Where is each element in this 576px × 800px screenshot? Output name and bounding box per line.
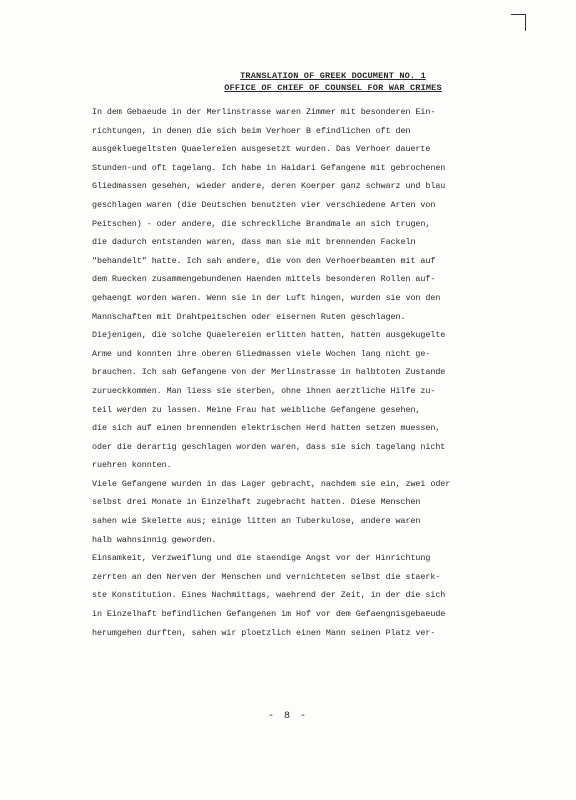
- text-line: ruehren konnten.: [92, 460, 172, 471]
- text-line: geschlagen waren (die Deutschen benutzten vier verschiedene Arten von: [92, 199, 436, 210]
- header-office: OFFICE OF CHIEF OF COUNSEL FOR WAR CRIMES: [224, 83, 442, 93]
- text-line: selbst drei Monate in Einzelhaft zugebracht hatten. Diese Menschen: [92, 497, 421, 508]
- text-line: die dadurch entstanden waren, dass man sie mit brennenden Fackeln: [92, 237, 416, 248]
- text-line: brauchen. Ich sah Gefangene von der Merlinstrasse in halbtoten Zustande: [92, 367, 446, 378]
- body-text: [92, 103, 512, 642]
- text-line: in Einzelhaft befindlichen Gefangenen im Hof vor dem Gefaengnisgebaeude: [92, 609, 446, 620]
- text-line: sahen wie Skelette aus; einige litten an Tuberkulose, andere waren: [92, 516, 421, 527]
- page-number: - 8 -: [267, 711, 308, 722]
- text-line: Arme und konnten ihre oberen Gliedmassen viele Wochen lang nicht ge-: [92, 348, 431, 359]
- text-line: Gliedmassen gesehen, wieder andere, deren Koerper ganz schwarz und blau: [92, 181, 446, 192]
- text-line: zurueckkommen. Man liess sie sterben, ohne ihnen aerztliche Hilfe zu-: [92, 385, 436, 396]
- text-line: Diejenigen, die solche Quaelereien erlitten hatten, hatten ausgekugelte: [92, 330, 446, 341]
- text-line: halb wahnsinnig geworden.: [92, 534, 217, 545]
- text-line: herumgehen durften, sahen wir ploetzlich einen Mann seinen Platz ver-: [92, 627, 436, 638]
- text-line: gehaengt worden waren. Wenn sie in der Luft hingen, wurden sie von den: [92, 292, 441, 303]
- text-line: "behandelt" hatte. Ich sah andere, die von den Verhoerbeamten mit auf: [92, 255, 436, 266]
- text-line: Mannschaften mit Drahtpeitschen oder eisernen Ruten geschlagen.: [92, 311, 406, 322]
- text-line: In dem Gebaeude in der Merlinstrasse waren Zimmer mit besonderen Ein-: [92, 107, 436, 117]
- text-line: richtungen, in denen die sich beim Verhoer B efindlichen oft den: [92, 125, 411, 136]
- text-line: Einsamkeit, Verzweiflung und die staendige Angst vor der Hinrichtung: [92, 553, 431, 564]
- text-line: dem Ruecken zusammengebundenen Haenden mittels besonderen Rollen auf-: [92, 274, 436, 285]
- text-line: Viele Gefangene wurden in das Lager gebracht, nachdem sie ein, zwei oder: [92, 478, 451, 489]
- text-line: ausgekluegeltsten Quaelereien ausgesetzt wurden. Das Verhoer dauerte: [92, 144, 431, 155]
- corner-mark: [511, 14, 526, 31]
- text-line: Stunden-und oft tagelang. Ich habe in Haidari Gefangene mit gebrochenen: [92, 162, 446, 173]
- text-line: teil werden zu lassen. Meine Frau hat weibliche Gefangene gesehen,: [92, 404, 421, 415]
- text-line: ste Konstitution. Eines Nachmittags, waehrend der Zeit, in der die sich: [92, 590, 446, 601]
- text-line: Peitschen) - oder andere, die schreckliche Brandmale an sich trugen,: [92, 218, 431, 229]
- document-header: [198, 70, 468, 94]
- text-line: die sich auf einen brennenden elektrischen Herd hatten setzen muessen,: [92, 423, 441, 434]
- text-line: zerrten an den Nerven der Menschen und vernichteten selbst die staerk-: [92, 571, 441, 582]
- header-title: TRANSLATION OF GREEK DOCUMENT NO. 1: [240, 71, 426, 81]
- text-line: oder die derartig geschlagen worden waren, dass sie sich tagelang nicht: [92, 441, 446, 452]
